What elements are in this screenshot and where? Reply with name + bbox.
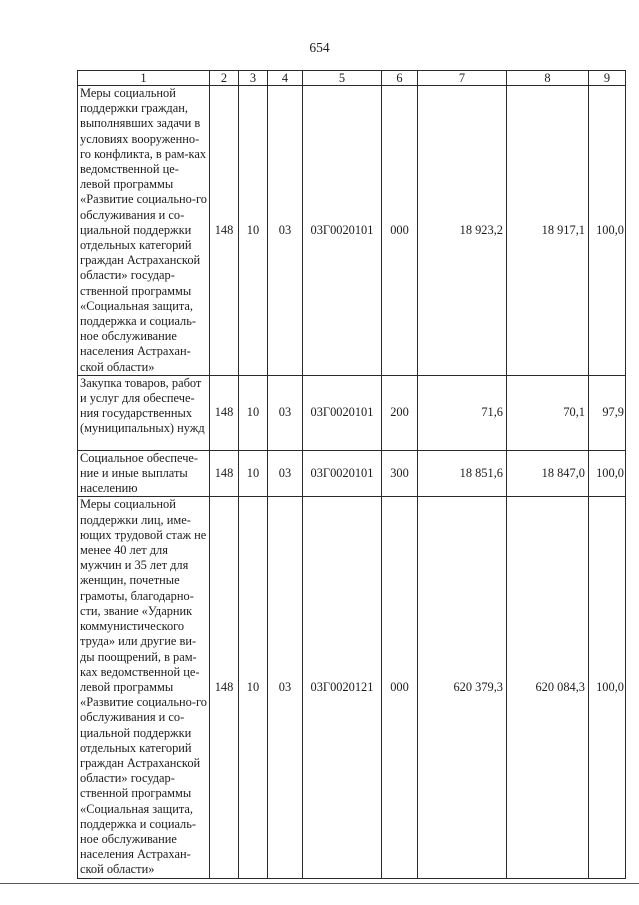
column-header: 1 bbox=[78, 71, 210, 86]
cell-percent: 97,9 bbox=[589, 375, 626, 450]
budget-table bbox=[77, 70, 626, 879]
row-name: Меры социальной поддержки лиц, име-ющих трудовой стаж не менее 40 лет для мужчин и 35 лет для женщин, почетные грамоты, благодарно-сти, звание «Ударник коммунистического труда» или другие ви-ды поощрений, в рам-ках ведомственной це-левой программы «Развитие социально-го обслуживания и со-циальной поддержки отдельных категорий граждан Астраханской области» государ-ственной программы «Социальная защита, поддержка и социаль-ное обслуживание населения Астрахан-ской области» bbox=[78, 497, 210, 878]
cell-expense-type: 000 bbox=[382, 497, 418, 878]
column-header: 7 bbox=[418, 71, 507, 86]
cell-amount-actual: 620 084,3 bbox=[507, 497, 589, 878]
column-header: 3 bbox=[239, 71, 268, 86]
cell-section-code: 10 bbox=[239, 375, 268, 450]
table-row bbox=[78, 375, 626, 450]
scan-edge-line bbox=[0, 883, 639, 884]
cell-amount-planned: 620 379,3 bbox=[418, 497, 507, 878]
cell-ministry-code: 148 bbox=[210, 497, 239, 878]
page-number: 654 bbox=[309, 40, 330, 55]
row-name: Социальное обеспече-ние и иные выплаты населению bbox=[78, 450, 210, 497]
cell-percent: 100,0 bbox=[589, 450, 626, 497]
cell-amount-planned: 18 851,6 bbox=[418, 450, 507, 497]
row-name: Меры социальной поддержки граждан, выполнявших задачи в условиях вооруженно-го конфликта, в рам-ках ведомственной це-левой программы «Развитие социально-го обслуживания и со-циальной поддержки отдельных категорий граждан Астраханской области» государ-ственной программы «Социальная защита, поддержка и социаль-ное обслуживание населения Астрахан-ской области» bbox=[78, 86, 210, 376]
cell-subsection-code: 03 bbox=[268, 375, 303, 450]
cell-expense-type: 200 bbox=[382, 375, 418, 450]
cell-target-article: 03Г0020101 bbox=[303, 450, 382, 497]
header-row bbox=[78, 71, 626, 86]
cell-percent: 100,0 bbox=[589, 497, 626, 878]
row-name: Закупка товаров, работ и услуг для обеспече-ния государственных (муниципальных) нужд bbox=[78, 375, 210, 450]
cell-section-code: 10 bbox=[239, 86, 268, 376]
cell-amount-planned: 71,6 bbox=[418, 375, 507, 450]
column-header: 5 bbox=[303, 71, 382, 86]
column-header: 6 bbox=[382, 71, 418, 86]
cell-subsection-code: 03 bbox=[268, 86, 303, 376]
cell-percent: 100,0 bbox=[589, 86, 626, 376]
table-row bbox=[78, 86, 626, 376]
cell-amount-planned: 18 923,2 bbox=[418, 86, 507, 376]
cell-expense-type: 300 bbox=[382, 450, 418, 497]
cell-subsection-code: 03 bbox=[268, 450, 303, 497]
cell-expense-type: 000 bbox=[382, 86, 418, 376]
column-header: 9 bbox=[589, 71, 626, 86]
cell-target-article: 03Г0020121 bbox=[303, 497, 382, 878]
column-header: 2 bbox=[210, 71, 239, 86]
cell-ministry-code: 148 bbox=[210, 450, 239, 497]
table-row bbox=[78, 497, 626, 878]
cell-section-code: 10 bbox=[239, 497, 268, 878]
column-header: 4 bbox=[268, 71, 303, 86]
cell-amount-actual: 18 917,1 bbox=[507, 86, 589, 376]
table-row bbox=[78, 450, 626, 497]
cell-ministry-code: 148 bbox=[210, 86, 239, 376]
cell-amount-actual: 70,1 bbox=[507, 375, 589, 450]
cell-section-code: 10 bbox=[239, 450, 268, 497]
cell-target-article: 03Г0020101 bbox=[303, 86, 382, 376]
cell-ministry-code: 148 bbox=[210, 375, 239, 450]
column-header: 8 bbox=[507, 71, 589, 86]
cell-target-article: 03Г0020101 bbox=[303, 375, 382, 450]
cell-amount-actual: 18 847,0 bbox=[507, 450, 589, 497]
cell-subsection-code: 03 bbox=[268, 497, 303, 878]
